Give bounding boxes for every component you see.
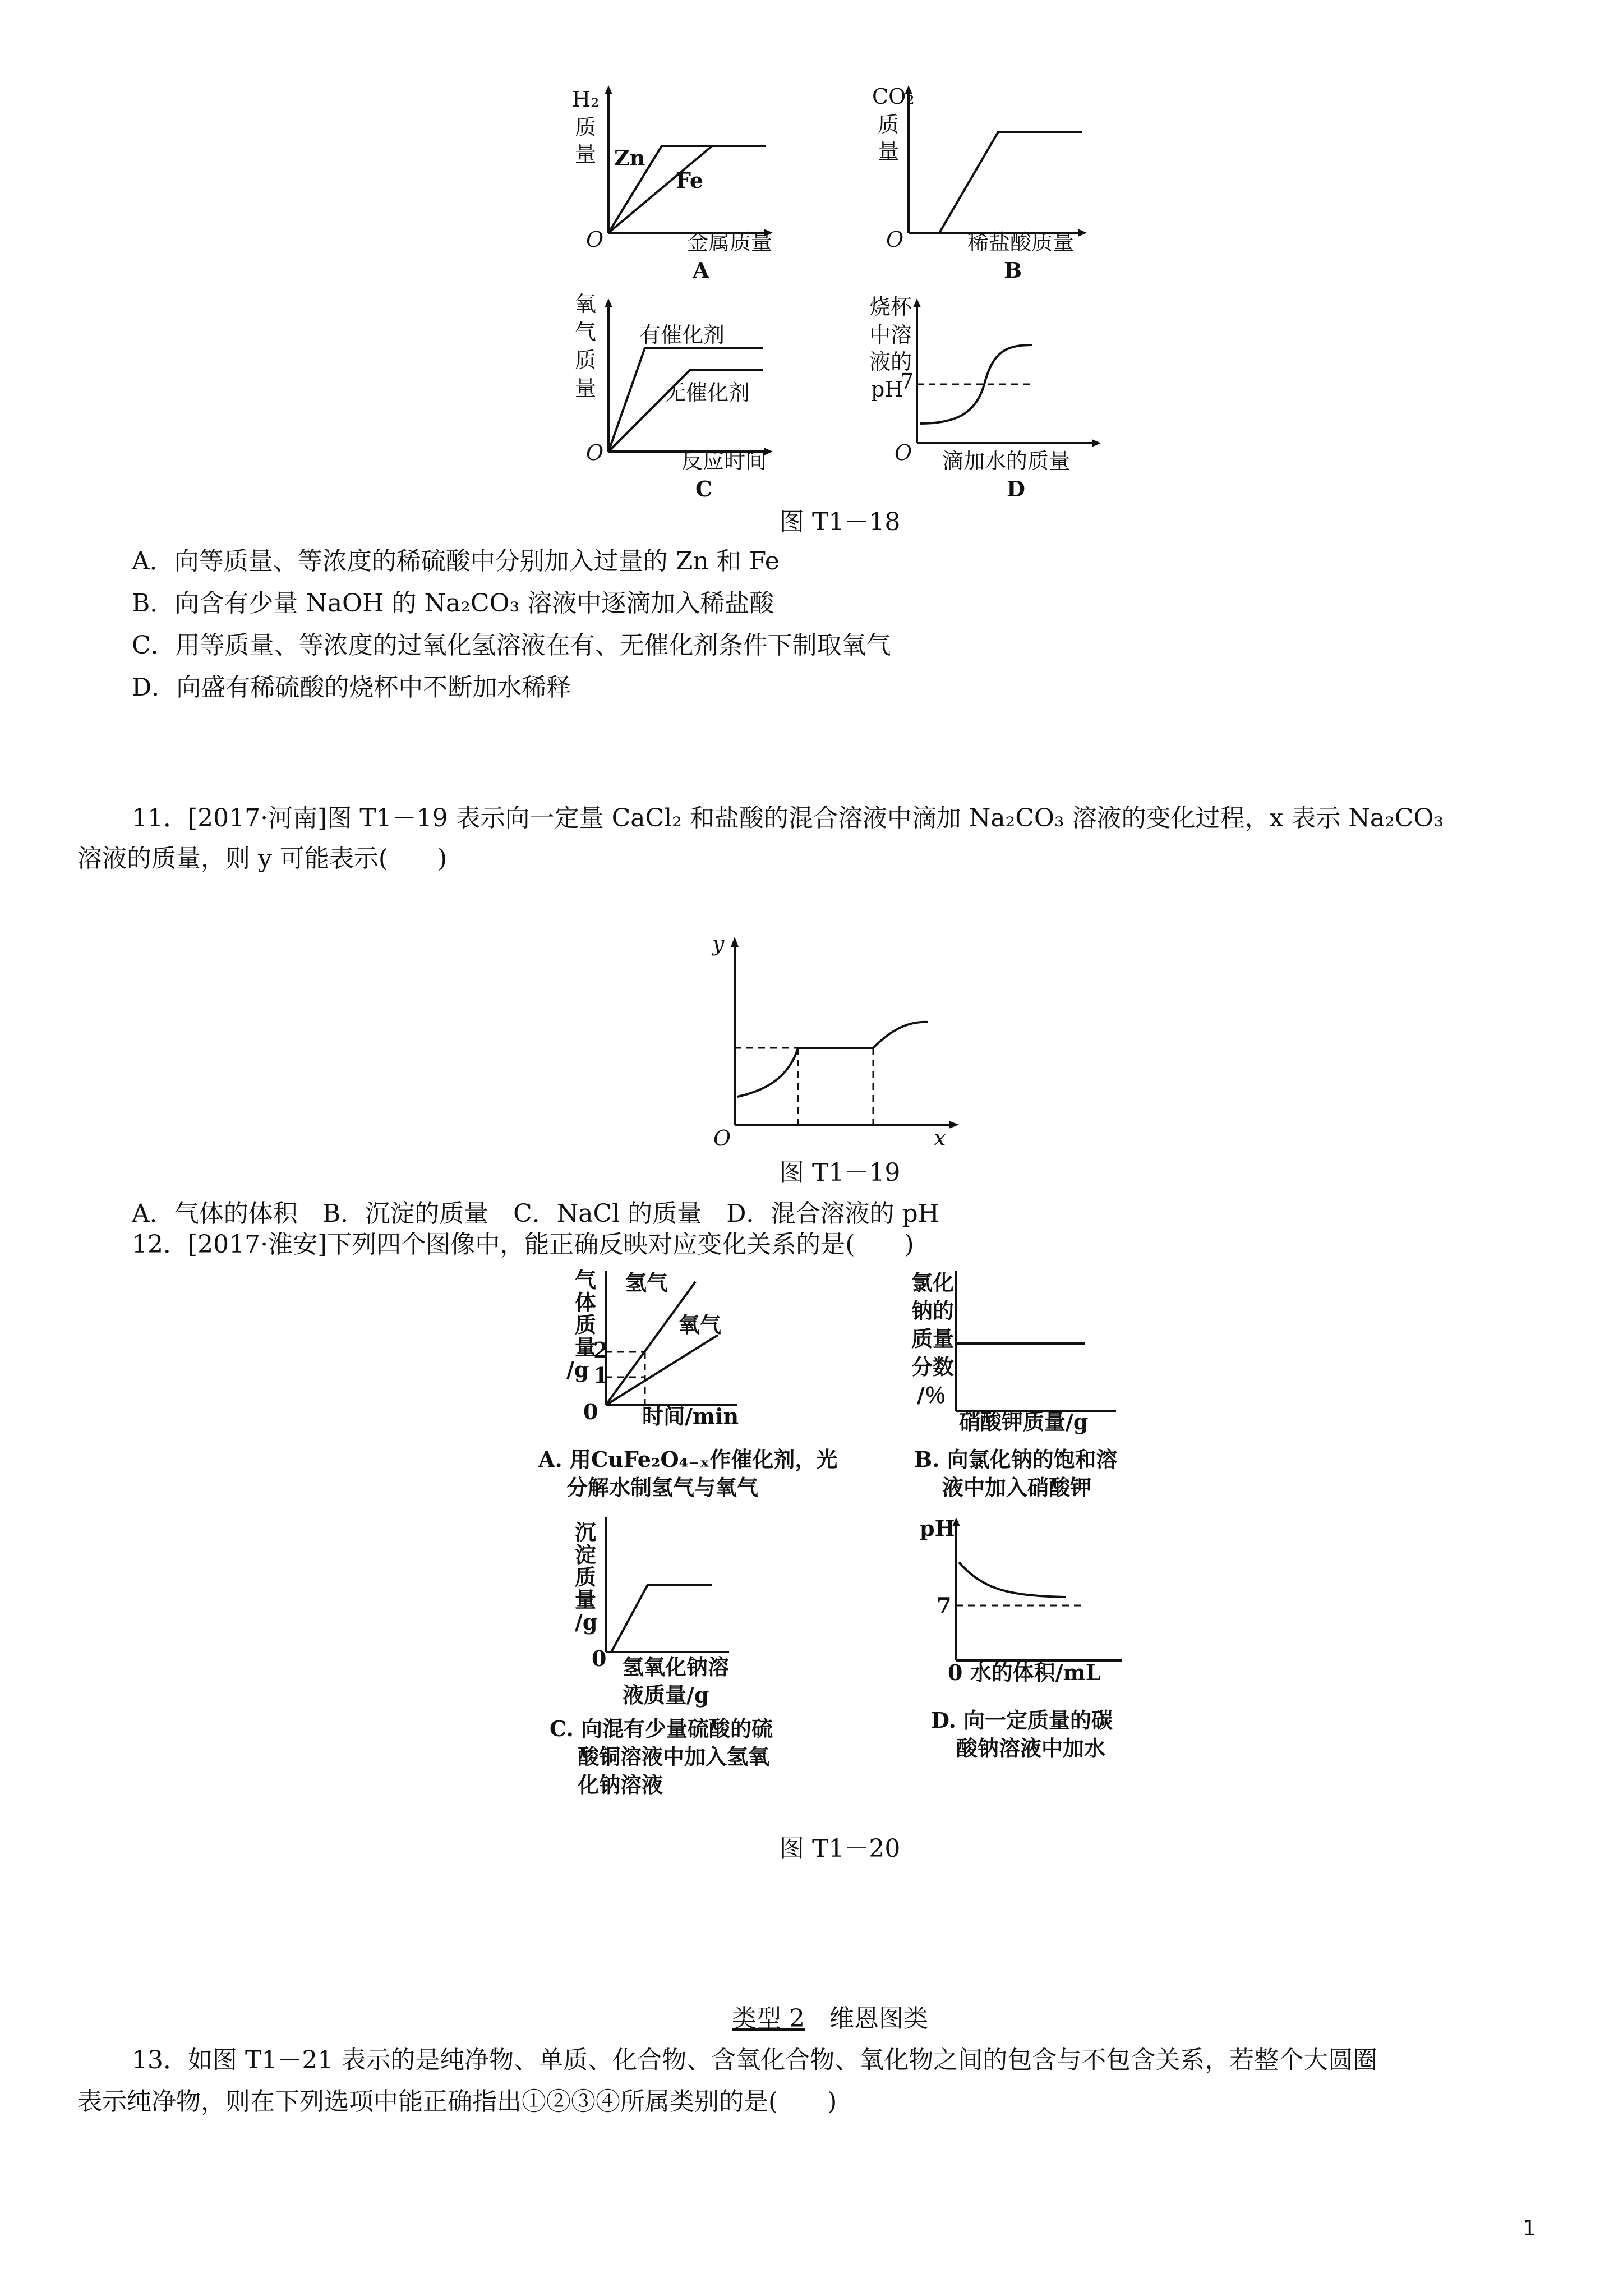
fig18a-ylabel-3: 量 [575, 142, 597, 167]
fig20a-ylabel-4: 量 [575, 1335, 597, 1360]
fig18d-ylabel-3: 液的 [869, 349, 912, 374]
page-number: 1 [1523, 2216, 1537, 2240]
fig20a-ylabel-5: /g [566, 1357, 589, 1382]
section-heading [732, 2001, 928, 2036]
fig20c-ylabel-1: 沉 [575, 1520, 597, 1545]
q12-stem: 12．[2017·淮安]下列四个图像中，能正确反映对应变化关系的是( ) [132, 1230, 914, 1259]
fig20a-caption-2: 分解水制氢气与氧气 [566, 1475, 759, 1500]
fig18d-origin: O [895, 440, 912, 465]
fig20b-ylabel-5: /％ [917, 1382, 946, 1407]
fig18-graph-a [572, 85, 773, 283]
fig20d-xlabel: 0 水的体积/mL [948, 1660, 1101, 1685]
fig19-ylabel: y [712, 931, 725, 956]
q10-option-c: C．用等质量、等浓度的过氧化氢溶液在有、无催化剂条件下制取氧气 [132, 631, 891, 660]
fig20c-ylabel-2: 淀 [575, 1542, 597, 1567]
fig18c-letter: C [695, 476, 713, 501]
fig20-graph-c [550, 1517, 773, 1797]
fig20c-caption-2: 酸铜溶液中加入氢氧 [578, 1744, 770, 1769]
fig20-graph-a [538, 1267, 837, 1500]
fig18b-ylabel-3: 量 [878, 139, 900, 164]
fig20d-caption-2: 酸钠溶液中加水 [956, 1736, 1106, 1761]
fig18d-xlabel: 滴加水的质量 [942, 449, 1071, 473]
fig20c-ylabel-4: 量 [575, 1587, 597, 1612]
fig18b-letter: B [1004, 257, 1022, 283]
fig20a-origin: 0 [583, 1399, 598, 1424]
q13-stem-line1: 13．如图 T1－21 表示的是纯净物、单质、化合物、含氧化合物、氧化物之间的包含与不包含关系，若整个大圆圈 [132, 2046, 1378, 2074]
fig20b-ylabel-2: 钠的 [911, 1298, 955, 1323]
q11-stem-line2: 溶液的质量，则 y 可能表示( ) [77, 844, 448, 873]
figure-t1-20 [527, 1265, 1144, 1826]
fig18b-ylabel-1: CO₂ [872, 84, 915, 109]
figure-t1-18 [550, 79, 1138, 527]
fig20c-ylabel-5: /g [575, 1609, 598, 1635]
fig20d-tick-7: 7 [937, 1593, 952, 1618]
fig18-caption: 图 T1－18 [780, 508, 901, 536]
fig20b-xlabel: 硝酸钾质量/g [959, 1409, 1089, 1434]
figure-t1-19 [690, 926, 970, 1156]
fig18a-fe-label: Fe [676, 168, 704, 193]
fig20b-caption-2: 液中加入硝酸钾 [942, 1475, 1092, 1500]
q10-option-b: B．向含有少量 NaOH 的 Na₂CO₃ 溶液中逐滴加入稀盐酸 [132, 589, 774, 618]
fig20-graph-b [911, 1270, 1118, 1500]
fig18d-ylabel-2: 中溶 [869, 323, 912, 347]
fig18c-ylabel-3: 质 [575, 348, 597, 372]
fig20c-caption-3: 化钠溶液 [578, 1772, 663, 1797]
fig20b-ylabel-4: 分数 [911, 1354, 955, 1379]
fig18-graph-b [872, 84, 1087, 283]
fig18a-origin: O [586, 227, 604, 252]
fig20a-h2-label: 氢气 [625, 1270, 668, 1295]
fig18d-ylabel-1: 烧杯 [869, 295, 912, 319]
fig18c-nocatalyst-label: 无催化剂 [665, 380, 750, 405]
fig18-graph-d [869, 295, 1101, 501]
fig18c-ylabel-2: 气 [575, 320, 597, 344]
fig18c-origin: O [586, 440, 604, 465]
fig20a-ylabel-2: 体 [575, 1290, 597, 1315]
q11-stem-line1: 11．[2017·河南]图 T1－19 表示向一定量 CaCl₂ 和盐酸的混合溶液中滴加 Na₂CO₃ 溶液的变化过程，x 表示 Na₂CO₃ [132, 804, 1444, 832]
fig20b-caption-1: B. 向氯化钠的饱和溶 [914, 1447, 1118, 1472]
fig19-xlabel: x [934, 1126, 946, 1151]
section-type-label: 类型 2 [732, 2004, 805, 2033]
fig18c-xlabel: 反应时间 [681, 449, 767, 473]
fig18d-tick-7: 7 [900, 369, 914, 394]
fig18a-ylabel-2: 质 [575, 115, 597, 140]
fig20c-xlabel-2: 液质量/g [623, 1682, 709, 1708]
q10-option-d: D．向盛有稀硫酸的烧杯中不断加水稀释 [132, 673, 571, 702]
fig20a-caption-1: A. 用CuFe₂O₄₋ₓ作催化剂，光 [538, 1447, 838, 1472]
fig18a-letter: A [693, 257, 709, 283]
fig20d-ylabel: pH [920, 1516, 955, 1541]
fig18b-ylabel-2: 质 [878, 112, 900, 137]
fig20a-ylabel-1: 气 [575, 1267, 597, 1292]
fig18-graph-c [575, 292, 773, 501]
fig20b-ylabel-1: 氯化 [911, 1270, 955, 1295]
fig18a-ylabel-1: H₂ [572, 87, 600, 112]
fig20-caption: 图 T1－20 [780, 1834, 901, 1863]
fig20c-caption-1: C. 向混有少量硫酸的硫 [550, 1716, 773, 1741]
fig19-origin: O [713, 1126, 731, 1151]
q11-options: A．气体的体积 B．沉淀的质量 C．NaCl 的质量 D．混合溶液的 pH [132, 1199, 940, 1228]
fig20a-tick-1: 1 [593, 1363, 608, 1388]
fig18b-xlabel: 稀盐酸质量 [967, 230, 1075, 255]
fig18c-ylabel-4: 量 [575, 376, 597, 401]
fig20a-xlabel: 时间/min [642, 1404, 739, 1429]
fig20c-ylabel-3: 质 [575, 1565, 597, 1590]
fig18c-ylabel-1: 氧 [575, 292, 597, 316]
q13-stem-line2: 表示纯净物，则在下列选项中能正确指出①②③④所属类别的是( ) [77, 2087, 837, 2116]
fig18a-zn-label: Zn [614, 145, 645, 171]
fig20a-o2-label: 氧气 [679, 1312, 722, 1337]
fig18b-origin: O [886, 227, 904, 252]
q10-option-a: A．向等质量、等浓度的稀硫酸中分别加入过量的 Zn 和 Fe [132, 547, 780, 576]
fig20c-origin: 0 [592, 1646, 607, 1671]
fig20c-xlabel-1: 氢氧化钠溶 [623, 1654, 730, 1680]
fig18c-catalyst-label: 有催化剂 [639, 323, 725, 347]
fig18d-letter: D [1007, 476, 1025, 501]
section-title: 维恩图类 [804, 2004, 928, 2033]
fig19-caption: 图 T1－19 [780, 1158, 901, 1187]
fig20b-ylabel-3: 质量 [911, 1326, 955, 1351]
fig20a-ylabel-3: 质 [575, 1312, 597, 1337]
fig20-graph-d [920, 1516, 1122, 1761]
fig18d-ylabel-4: pH [871, 377, 903, 402]
fig20d-caption-1: D. 向一定质量的碳 [931, 1708, 1113, 1733]
fig18a-xlabel: 金属质量 [687, 230, 773, 255]
fig20a-tick-2: 2 [593, 1337, 608, 1363]
